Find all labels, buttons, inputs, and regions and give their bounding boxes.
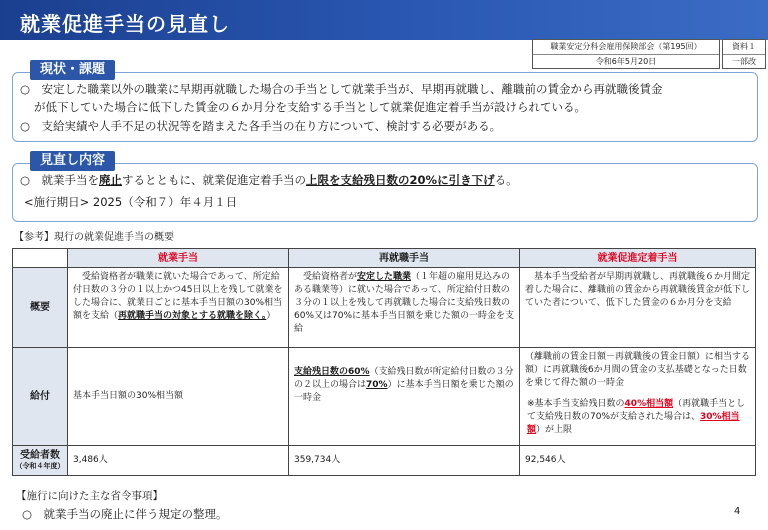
implementation-item: ○ 就業手当の廃止に伴う規定の整理。 — [22, 507, 228, 521]
row-label-recipients — [13, 446, 68, 476]
page-number: 4 — [734, 506, 741, 517]
payment-settlement-note — [525, 398, 750, 437]
row-label-payment: 給付 — [13, 348, 68, 446]
recipients-label: 受給者数 — [20, 449, 60, 461]
overview-employment-text: 受給資格者が職業に就いた場合であって、所定給付日数の３分の１以上かつ45日以上を残して就業をした場合に、就業日ごとに基本手当日額の30%相当額を支給（ — [73, 272, 283, 321]
document-part: 一部改 — [732, 57, 756, 66]
review-text-mid: するとともに、就業促進定着手当の — [122, 173, 307, 187]
payment-reemployment-bold-2: 70% — [366, 380, 388, 390]
page-title: 就業促進手当の見直し — [20, 12, 230, 36]
payment-reemployment-bold-1: 支給残日数の60% — [294, 367, 370, 377]
current-bullet-2: ○ 支給実績や人手不足の状況等を踏まえた各手当の在り方について、検討する必要がある。 — [20, 119, 502, 133]
table-row-overview — [13, 268, 756, 348]
payment-employment: 基本手当日額の30%相当額 — [68, 348, 289, 446]
payment-reemployment — [289, 348, 520, 446]
meeting-name: 職業安定分科会雇用保険部会（第195回） — [533, 40, 719, 55]
payment-settlement — [520, 348, 756, 446]
review-text-post: る。 — [494, 173, 518, 187]
document-number: 資料１ — [723, 40, 765, 55]
title-bar — [0, 0, 768, 40]
column-header-employment: 就業手当 — [68, 249, 289, 268]
note-red-2: 30%相当額 — [527, 412, 740, 435]
current-bullet-1-line-2: が低下していた場合に低下した賃金の６か月分を支給する手当として就業促進定着手当が設けられている。 — [34, 100, 586, 114]
column-header-settlement: 就業促進定着手当 — [520, 249, 756, 268]
corner-cell — [13, 249, 68, 268]
overview-employment-bold: 再就職手当の対象とする就職を除く。 — [118, 311, 267, 321]
payment-reemployment-mid: （支給残日数が所定給付日数の３分の２以上の場合は — [294, 367, 514, 390]
review-abolish: 廃止 — [99, 173, 123, 187]
overview-reemployment-post: （１年超の雇用見込みのある職業等）に就いた場合であって、所定給付日数の３分の１以上を残して再就職した場合に支給残日数の60%又は70%に基本手当日額を乗じた額の一時金を支給 — [294, 272, 515, 334]
review-text-pre: ○ 就業手当を — [20, 173, 100, 187]
effective-date: <施行期日> 2025（令和７）年４月１日 — [24, 195, 238, 209]
reference-title: 【参考】現行の就業促進手当の概要 — [14, 232, 174, 243]
overview-reemployment-bold: 安定した職業 — [357, 272, 412, 282]
review-bullet — [20, 172, 518, 189]
note-red-1: 40%相当額 — [624, 399, 674, 409]
payment-reemployment-post: ）に基本手当日額を乗じた額の一時金 — [294, 380, 514, 403]
overview-employment-post: ） — [266, 311, 276, 321]
overview-table — [12, 248, 756, 476]
note-post: ）が上限 — [536, 425, 573, 435]
meeting-date: 令和6年5月20日 — [595, 57, 657, 66]
note-pre: ※基本手当支給残日数の — [527, 399, 625, 409]
recipients-label-note: （令和４年度） — [15, 461, 65, 470]
table-row-recipients — [13, 446, 756, 476]
recipients-reemployment: 359,734人 — [289, 446, 520, 476]
column-header-reemployment: 再就職手当 — [289, 249, 520, 268]
row-label-overview: 概要 — [13, 268, 68, 348]
document-id-box — [722, 39, 766, 69]
note-mid: （再就職手当として支給残日数の70%が支給された場合は、 — [527, 399, 746, 422]
table-header-row — [13, 249, 756, 268]
overview-reemployment-text: 受給資格者が — [294, 272, 358, 282]
current-situation-label: 現状・課題 — [30, 60, 115, 80]
implementation-title: 【施行に向けた主な省令事項】 — [16, 490, 163, 502]
current-bullet-1-line-1: ○ 安定した職業以外の職業に早期再就職した場合の手当として就業手当が、早期再就職し、離職前の賃金から再就職後賃金 — [20, 82, 663, 96]
table-row-payment — [13, 348, 756, 446]
review-limit: 上限を支給残日数の20%に引き下げ — [306, 173, 495, 187]
review-label: 見直し内容 — [30, 151, 115, 171]
overview-reemployment — [289, 268, 520, 348]
payment-settlement-main: （離職前の賃金日額－再就職後の賃金日額）に相当する額）に再就職後6か月間の賃金の支払基礎となった日数を乗じて得た額の一時金 — [525, 352, 751, 388]
overview-settlement: 基本手当受給者が早期再就職し、再就職後６か月間定着した場合に、離職前の賃金から再就職後賃金が低下していた者について、低下した賃金の６か月分を支給 — [520, 268, 756, 348]
overview-employment — [68, 268, 289, 348]
meeting-info-box — [532, 39, 720, 69]
recipients-employment: 3,486人 — [68, 446, 289, 476]
recipients-settlement: 92,546人 — [520, 446, 756, 476]
